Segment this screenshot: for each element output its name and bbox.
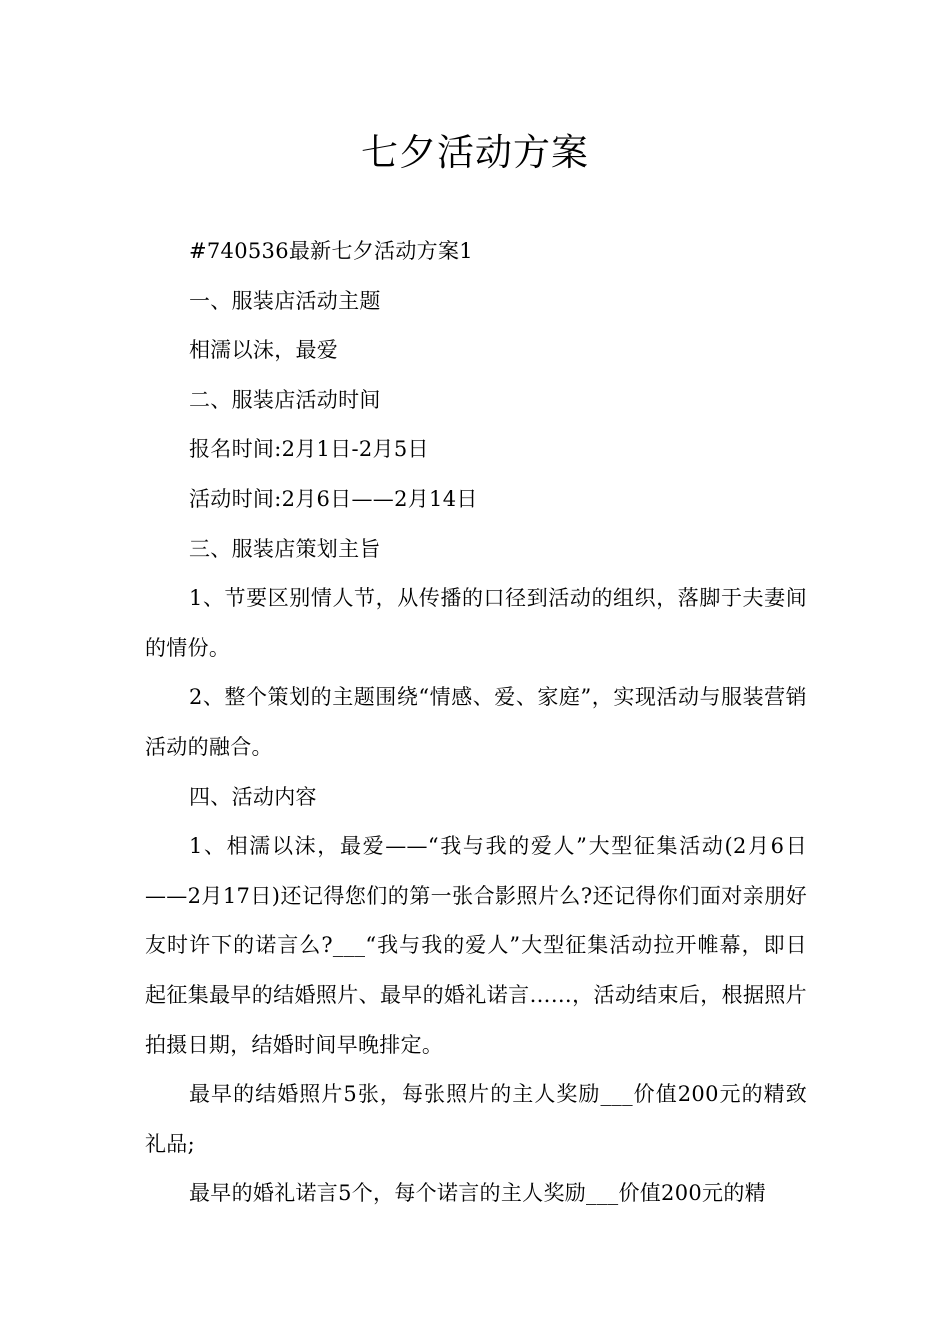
section-heading-theme: 一、服装店活动主题: [189, 288, 381, 313]
section-heading-purpose: 三、服装店策划主旨: [189, 536, 381, 561]
paragraph-purpose-1: 1、节要区别情人节，从传播的口径到活动的组织，落脚于夫妻间的情份。: [145, 586, 807, 660]
paragraph-photo-prize: 最早的结婚照片5张，每张照片的主人奖励___价值200元的精致礼品;: [145, 1082, 807, 1156]
paragraph-vow-prize: 最早的婚礼诺言5个，每个诺言的主人奖励___价值200元的精: [189, 1181, 766, 1206]
paragraph-plan-heading: #740536最新七夕活动方案1: [189, 239, 473, 263]
section-heading-content: 四、活动内容: [189, 784, 317, 809]
section-heading-time: 二、服装店活动时间: [189, 387, 381, 412]
document-title: 七夕活动方案: [361, 131, 589, 174]
paragraph-signup-time: 报名时间:2月1日-2月5日: [189, 437, 429, 462]
paragraph-theme: 相濡以沫，最爱: [189, 338, 339, 363]
paragraph-purpose-2: 2、整个策划的主题围绕“情感、爱、家庭”，实现活动与服装营销活动的融合。: [145, 685, 807, 759]
paragraph-content-1: 1、相濡以沫，最爱——“我与我的爱人”大型征集活动(2月6日——2月17日)还记得您们的第一张合影照片么?还记得你们面对亲朋好友时许下的诺言么?___“我与我的爱人”大型征集活动拉开帷幕，即日起征集最早的结婚照片、最早的婚礼诺言……，活动结束后，根据照片拍摄日期，结婚时间早晚排定。: [145, 834, 807, 1057]
document-body: [145, 227, 807, 1219]
paragraph-activity-time: 活动时间:2月6日——2月14日: [189, 486, 478, 511]
